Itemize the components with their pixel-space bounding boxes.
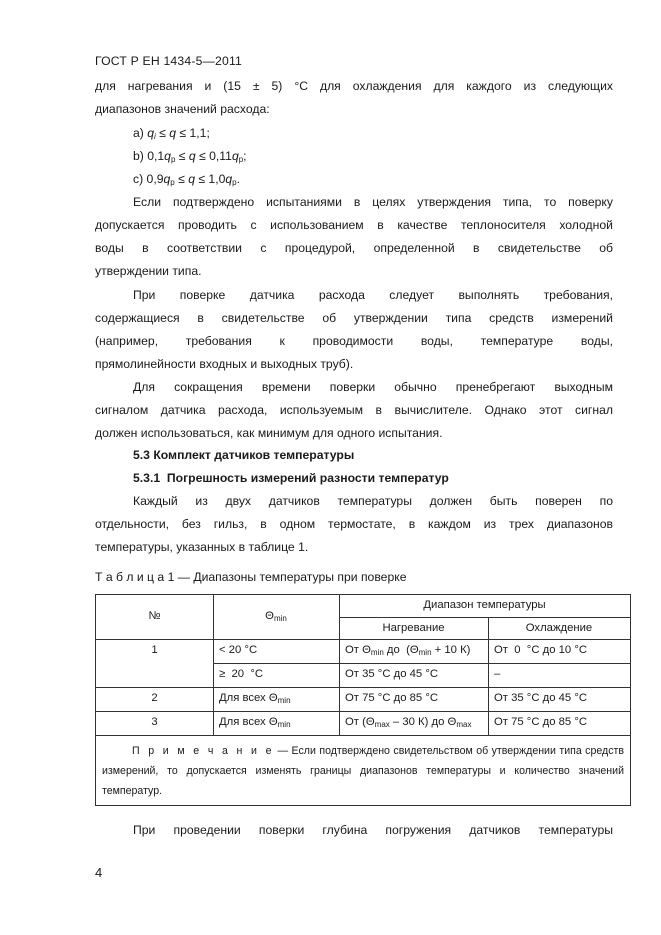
temperature-ranges-table bbox=[95, 594, 631, 806]
table-header-cooling: Охлаждение bbox=[525, 622, 593, 634]
list-item-c: с) $0,9q_p \le q \le 1,0q_p$. bbox=[133, 172, 240, 187]
table-cell-theta: Для всех $\Theta_{min}$ bbox=[219, 716, 291, 729]
table-cell-theta: < 20 °С bbox=[219, 644, 258, 656]
table-cell-theta: Для всех $\Theta_{min}$ bbox=[219, 692, 291, 705]
paragraph-line: При поверке датчика расхода следует выполнять требования, bbox=[133, 288, 613, 302]
paragraph-line: Если подтверждено испытаниями в целях утверждения типа, то поверку bbox=[133, 195, 613, 209]
paragraph-line: должен использоваться, как минимум для одного испытания. bbox=[95, 426, 443, 440]
table-cell-cooling: От 0 °С до 10 °С bbox=[494, 644, 588, 656]
list-item-a: а) $q_i \le q \le 1,1$; bbox=[133, 126, 210, 141]
paragraph-line: Каждый из двух датчиков температуры должен быть поверен по bbox=[133, 494, 613, 508]
paragraph-line: диапазонов значений расхода: bbox=[95, 102, 270, 116]
table-cell-no: 1 bbox=[151, 644, 158, 656]
table-cell-theta: ≥ 20 °С bbox=[219, 668, 263, 680]
paragraph-line: отдельности, без гильз, в одном термостате, в каждом из трех диапазонов bbox=[95, 517, 613, 531]
paragraph-line: для нагревания и (15 ± 5) °С для охлаждения для каждого из следующих bbox=[95, 79, 613, 93]
section-heading: 5.3 Комплект датчиков температуры bbox=[133, 448, 355, 462]
table-cell-no: 3 bbox=[151, 716, 158, 728]
paragraph-line: содержащиеся в свидетельстве об утверждении типа средств измерений bbox=[95, 311, 613, 325]
page-number: 4 bbox=[95, 865, 103, 880]
document-header: ГОСТ Р ЕН 1434-5—2011 bbox=[95, 54, 242, 68]
paragraph-line: При проведении поверки глубина погружения датчиков температуры bbox=[133, 823, 613, 837]
table-header-heating: Нагревание bbox=[382, 622, 445, 634]
paragraph-line: утверждении типа. bbox=[95, 264, 202, 278]
table-cell-cooling: От 35 °С до 45 °С bbox=[494, 692, 588, 704]
table-cell-heating: От 75 °С до 85 °С bbox=[345, 692, 439, 704]
table-cell-heating: От $\Theta_{min}$ до ($\Theta_{min} + 10$ К) bbox=[345, 644, 471, 657]
paragraph-line: допускается проводить с использованием в качестве теплоносителя холодной bbox=[95, 218, 613, 232]
table-header-theta: $\Theta_{min}$ bbox=[265, 610, 287, 623]
table-header-range: Диапазон температуры bbox=[423, 599, 546, 611]
paragraph-line: Для сокращения времени поверки обычно пренебрегают выходным bbox=[133, 380, 613, 394]
table-note: П р и м е ч а н и е — Если подтверждено свидетельством об утверждении типа средств измерений, то допускается изменять границы диапазонов температуры и количество значений температур. bbox=[102, 745, 624, 797]
table-cell-heating: От 35 °С до 45 °С bbox=[345, 668, 439, 680]
table-caption: Т а б л и ц а 1 — Диапазоны температуры при поверке bbox=[95, 570, 407, 584]
paragraph-line: воды в соответствии с процедурой, определенной в свидетельстве об bbox=[95, 241, 613, 255]
paragraph-line: прямолинейности входных и выходных труб). bbox=[95, 357, 354, 371]
paragraph-line: (например, требования к проводимости воды, температуре воды, bbox=[95, 334, 613, 348]
list-item-b: b) $0,1q_p \le q \le 0,11q_p$; bbox=[133, 149, 247, 164]
table-cell-cooling: От 75 °С до 85 °С bbox=[494, 716, 588, 728]
paragraph-line: температуры, указанных в таблице 1. bbox=[95, 540, 309, 554]
subsection-heading: 5.3.1 Погрешность измерений разности температур bbox=[133, 471, 449, 485]
table-cell-cooling: – bbox=[494, 668, 501, 680]
paragraph-line: сигналом датчика расхода, используемым в вычислителе. Однако этот сигнал bbox=[95, 403, 613, 417]
table-cell-no: 2 bbox=[151, 692, 158, 704]
table-header-no: № bbox=[148, 610, 161, 622]
table-cell-heating: От ($\Theta_{max} - 30$ К) до $\Theta_{max}$ bbox=[345, 716, 472, 729]
